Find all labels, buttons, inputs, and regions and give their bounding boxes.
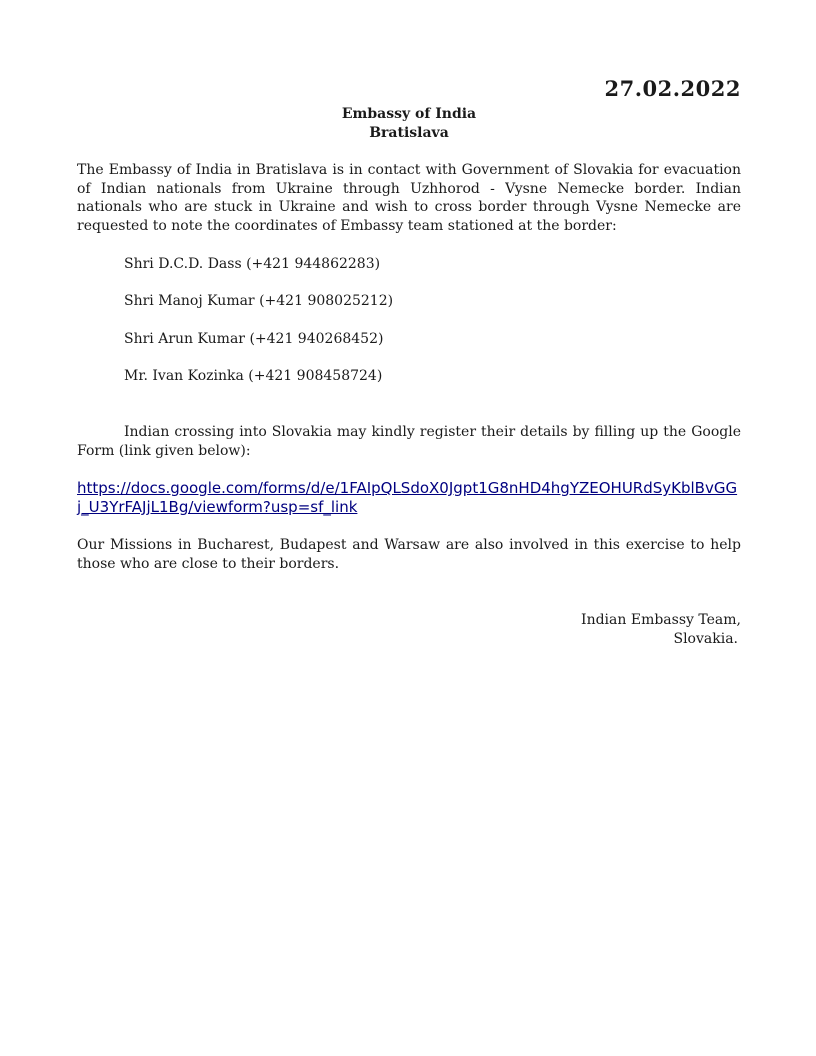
contact-entry: Shri Manoj Kumar (+421 908025212) [124, 293, 394, 309]
heading-embassy-name: Embassy of India [341, 106, 477, 122]
intro-paragraph: The Embassy of India in Bratislava is in contact with Government of Slovakia for evacuation of Indian nationals from Ukraine through Uzhhorod - Vysne Nemecke border. Indian nationals who are stuck in Ukraine and wish to cross border through Vysne Nemecke are requested to note the coordinates of Embassy team stationed at the border: [77, 162, 741, 234]
contact-entry: Shri D.C.D. Dass (+421 944862283) [124, 256, 381, 272]
signoff-block [581, 611, 741, 648]
google-form-link[interactable]: https://docs.google.com/forms/d/e/1FAIpQLSdoX0Jgpt1G8nHD4hgYZEOHURdSyKblBvGGj_U3YrFAJjL1Bg/viewform?usp=sf_link [77, 479, 738, 516]
signoff-team: Indian Embassy Team, [581, 612, 741, 628]
document-date: 27.02.2022 [604, 76, 741, 101]
contact-entry: Shri Arun Kumar (+421 940268452) [124, 331, 384, 347]
register-paragraph: Indian crossing into Slovakia may kindly register their details by filling up the Google Form (link given below): [77, 424, 741, 459]
heading-city: Bratislava [369, 125, 449, 141]
contact-entry: Mr. Ivan Kozinka (+421 908458724) [124, 368, 383, 384]
document-heading [77, 105, 741, 143]
missions-paragraph: Our Missions in Bucharest, Budapest and Warsaw are also involved in this exercise to help those who are close to their borders. [77, 537, 741, 572]
signoff-country: Slovakia. [673, 630, 738, 647]
